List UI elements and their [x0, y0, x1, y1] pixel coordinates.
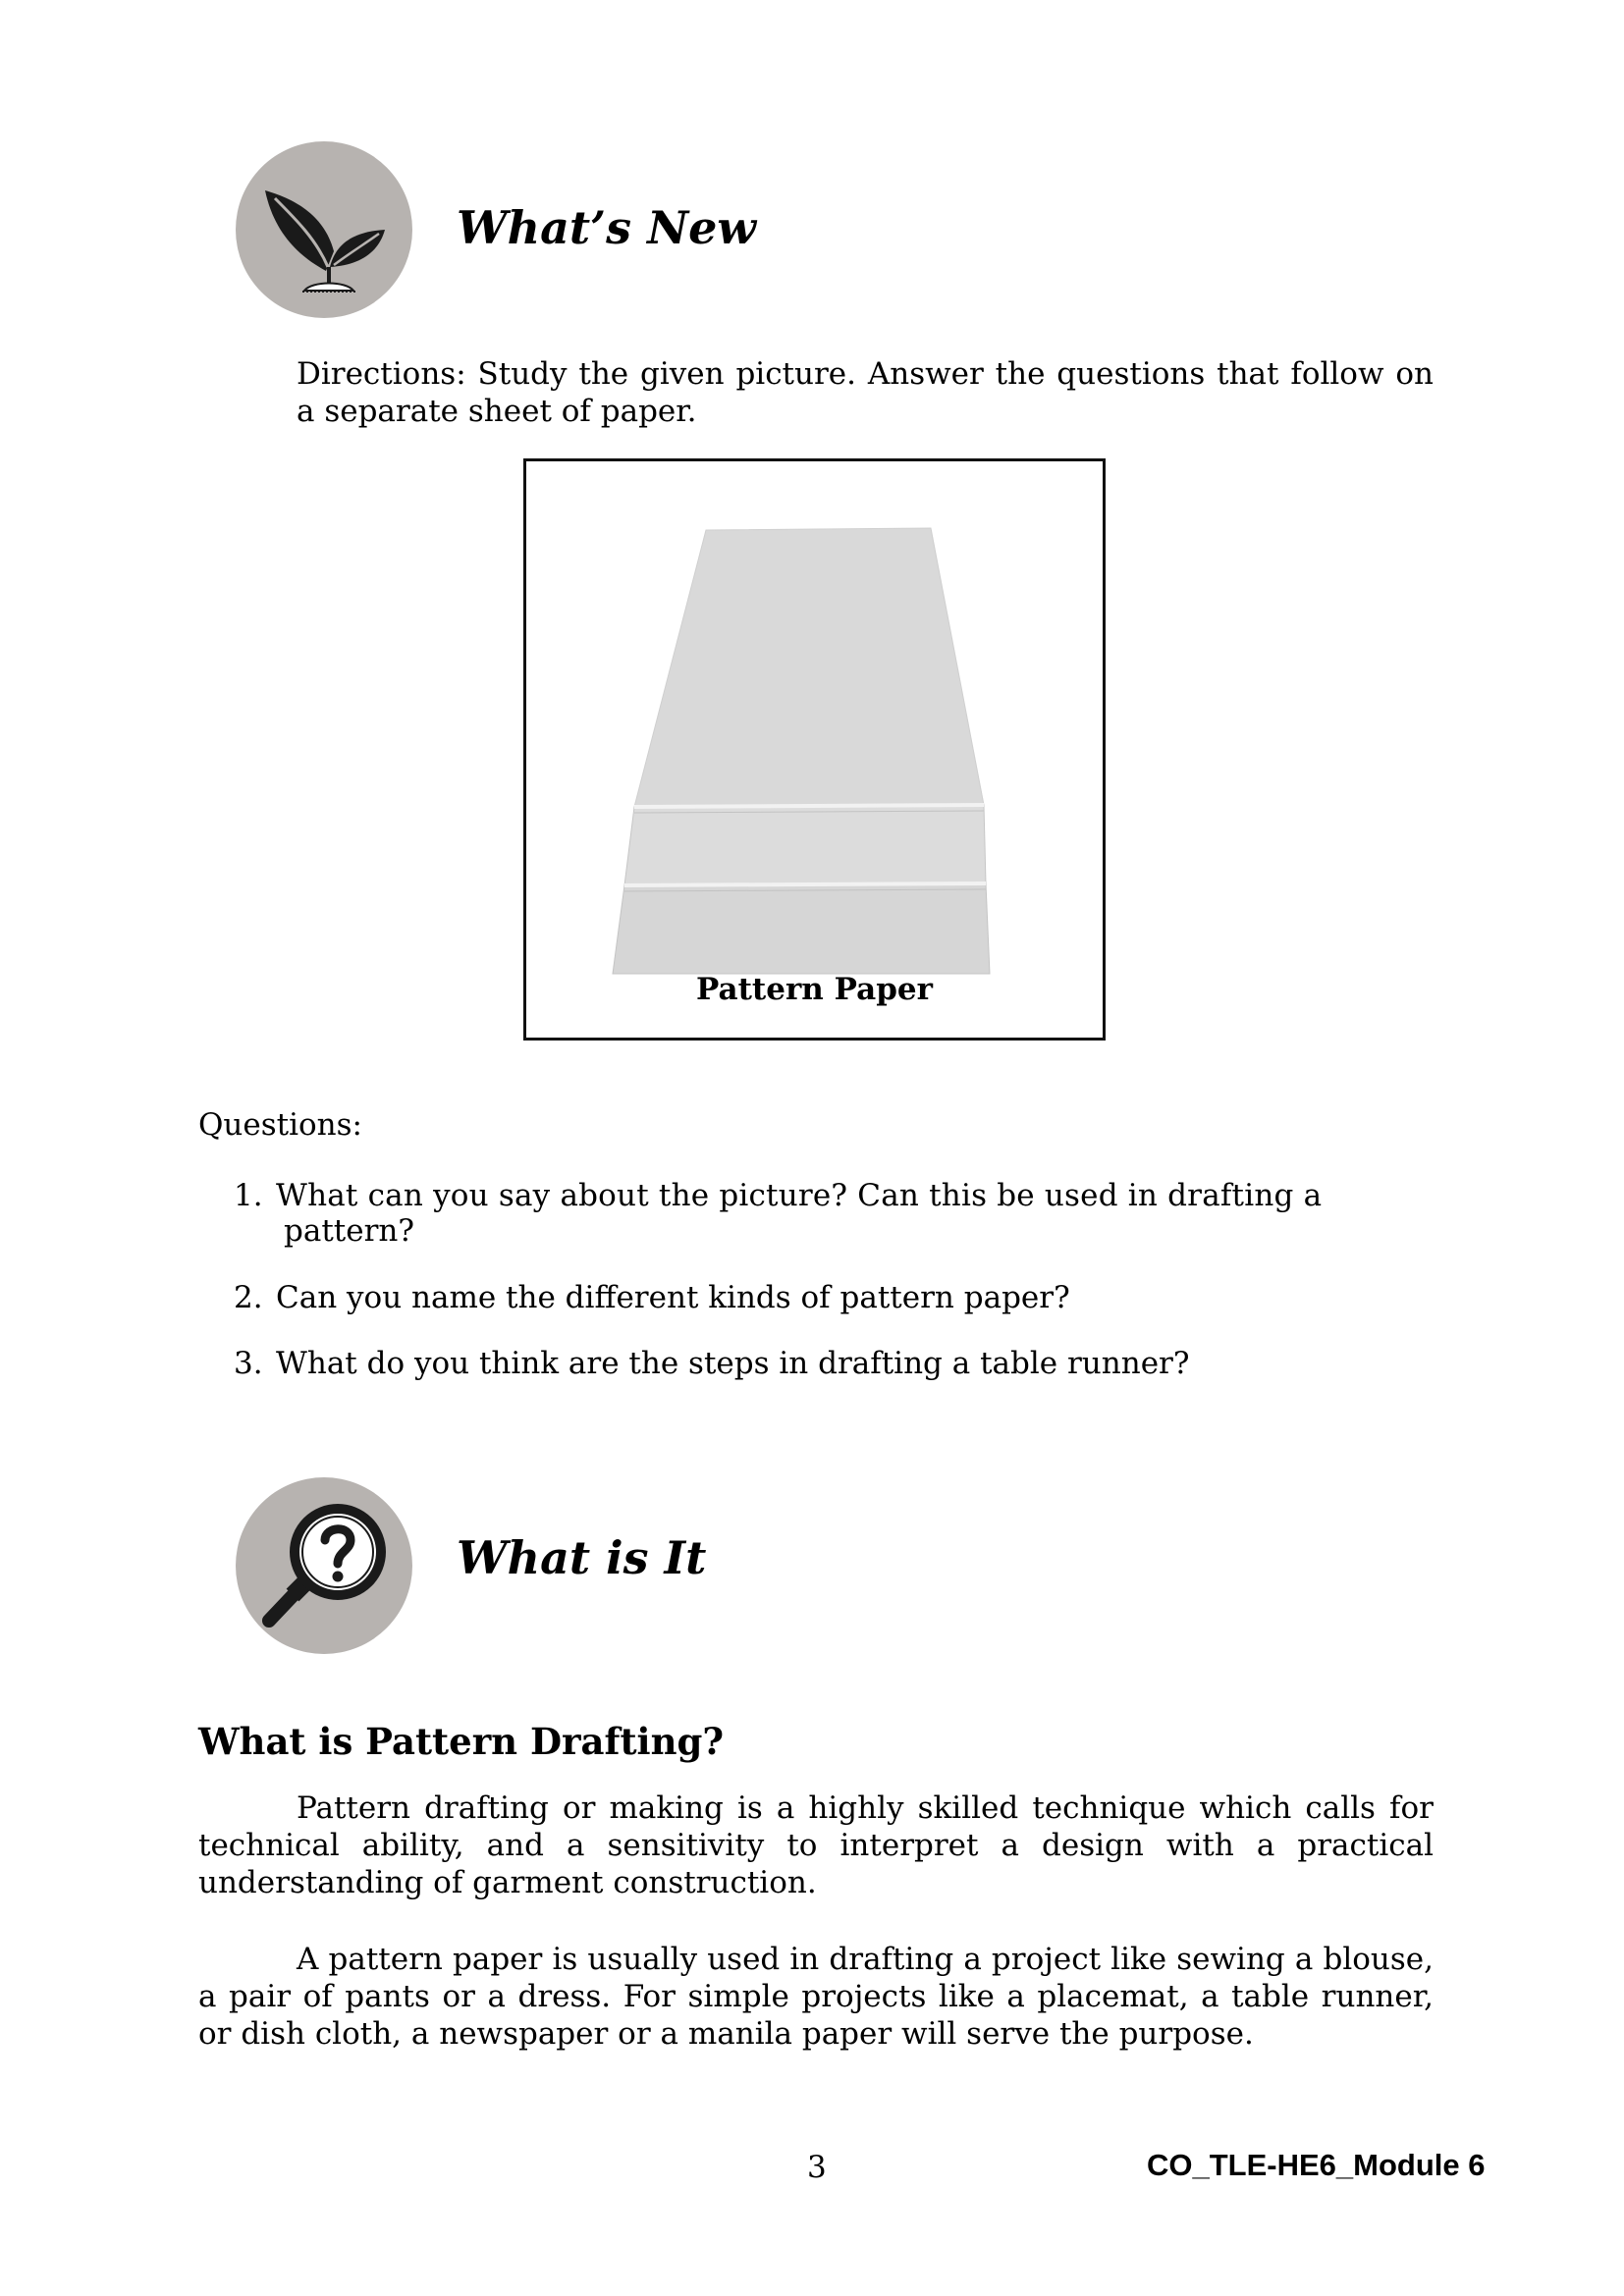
magnifier-question-icon	[236, 1477, 412, 1654]
question-text-continuation: pattern?	[284, 1213, 414, 1249]
whats-new-title: What’s New	[457, 201, 756, 254]
question-number: 2.	[234, 1280, 263, 1315]
question-text: Can you name the different kinds of pattern paper?	[276, 1280, 1070, 1315]
question-number: 1.	[234, 1178, 263, 1213]
figure-caption: Pattern Paper	[696, 972, 933, 1007]
what-is-it-title: What is It	[457, 1531, 707, 1584]
question-item	[234, 1178, 1407, 1214]
directions-text: Directions: Study the given picture. Answer the questions that follow on a separate sheet of paper.	[297, 356, 1434, 429]
body-paragraph: A pattern paper is usually used in drafting a project like sewing a blouse, a pair of pants or a dress. For simple projects like a placemat, a table runner, or dish cloth, a newspaper or a manila paper will serve the purpose.	[198, 1942, 1434, 2052]
questions-label: Questions:	[198, 1107, 362, 1143]
question-text: What can you say about the picture? Can this be used in drafting a	[276, 1178, 1323, 1213]
question-item	[234, 1280, 1070, 1316]
page-number: 3	[807, 2150, 827, 2185]
body-paragraph: Pattern drafting or making is a highly skilled technique which calls for technical ability, and a sensitivity to interpret a design with a practical understanding of garment construction.	[198, 1790, 1434, 1900]
question-number: 3.	[234, 1346, 263, 1381]
section-heading: What is Pattern Drafting?	[198, 1720, 725, 1763]
seedling-icon	[236, 141, 412, 318]
question-text: What do you think are the steps in drafting a table runner?	[276, 1346, 1190, 1381]
question-item	[234, 1346, 1189, 1382]
pattern-paper-image	[526, 461, 1103, 1038]
pattern-paper-figure	[523, 458, 1106, 1041]
module-code: CO_TLE-HE6_Module 6	[1147, 2148, 1486, 2182]
